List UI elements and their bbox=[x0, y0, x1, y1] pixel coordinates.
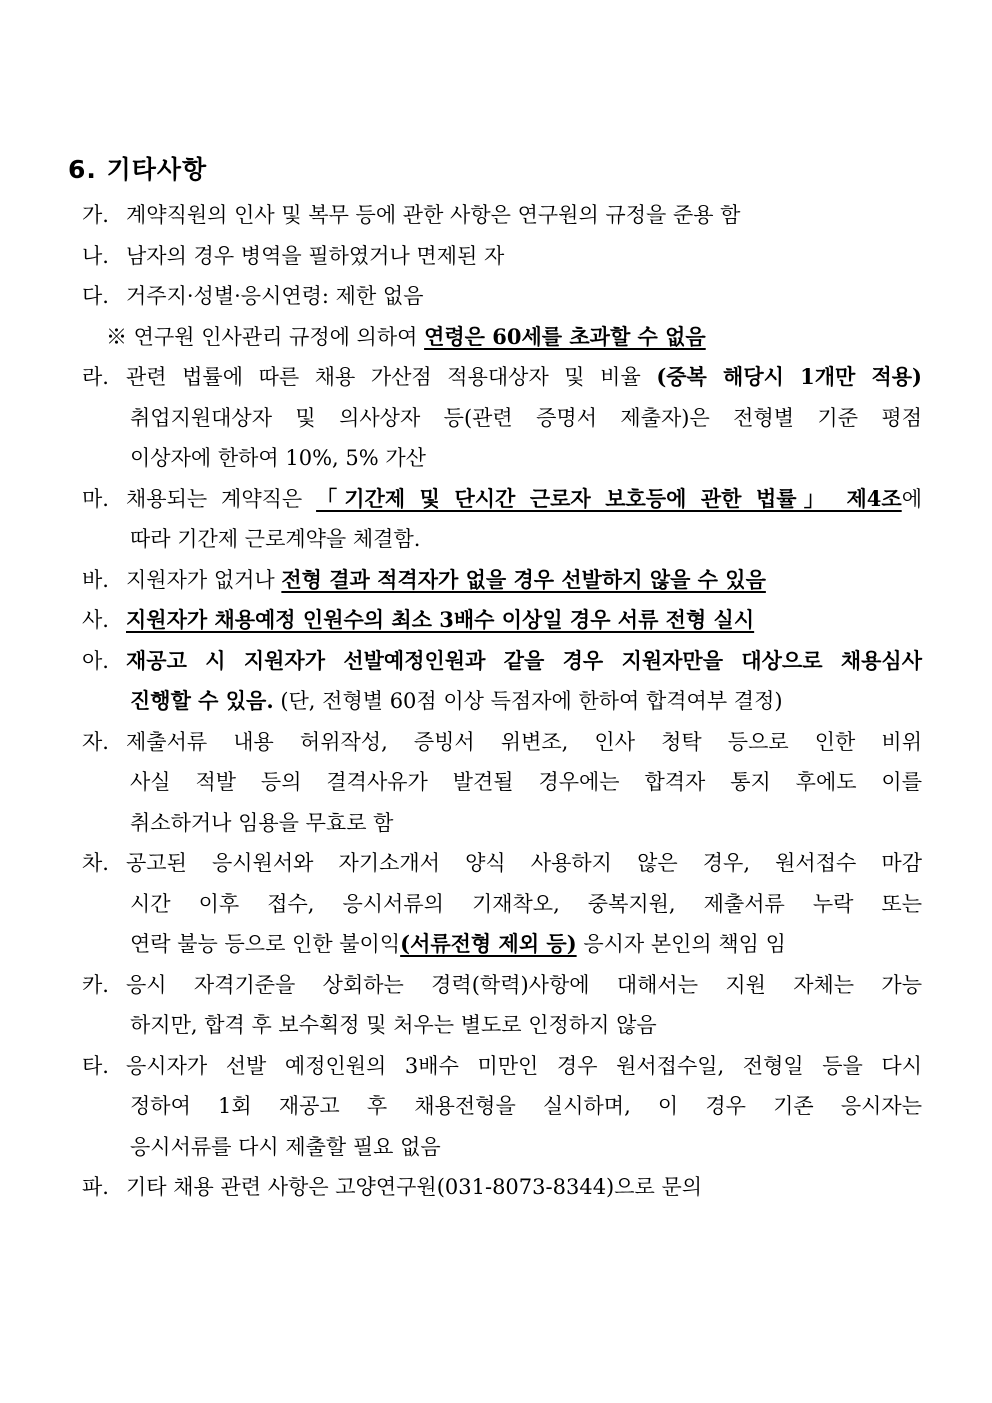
text-line bbox=[126, 519, 922, 560]
text-line bbox=[126, 762, 922, 803]
list-item-text bbox=[126, 1167, 922, 1208]
text-line bbox=[126, 722, 922, 763]
list-item bbox=[82, 965, 922, 1046]
emphasis-text: 재공고 시 지원자가 선발예정인원과 같을 경우 지원자만을 대상으로 채용심사 bbox=[126, 647, 922, 673]
body-text: 정하여 1회 재공고 후 채용전형을 실시하며, 이 경우 기존 응시자는 bbox=[130, 1094, 922, 1118]
text-line bbox=[126, 600, 922, 641]
list-item-text bbox=[126, 600, 922, 641]
list-item bbox=[82, 195, 922, 236]
list-item bbox=[82, 722, 922, 844]
text-line bbox=[126, 681, 922, 722]
body-text: 사실 적발 등의 결격사유가 발견될 경우에는 합격자 통지 후에도 이를 bbox=[130, 770, 922, 794]
text-line bbox=[126, 560, 922, 601]
list-item-marker: 다. bbox=[82, 284, 109, 308]
list-item bbox=[82, 843, 922, 965]
text-line bbox=[126, 641, 922, 682]
list-item-marker: 자. bbox=[82, 729, 109, 754]
text-line bbox=[126, 236, 922, 277]
list-item bbox=[82, 1046, 922, 1168]
list-item bbox=[82, 276, 922, 317]
text-line bbox=[126, 195, 922, 236]
note-item bbox=[82, 317, 922, 358]
body-text: 따라 기간제 근로계약을 체결함. bbox=[130, 527, 421, 551]
emphasis-text: 「기간제 및 단시간 근로자 보호등에 관한 법률」 제4조 bbox=[316, 485, 902, 511]
list-item-marker: 차. bbox=[82, 851, 109, 875]
list-item-text bbox=[126, 560, 922, 601]
text-line bbox=[126, 1167, 922, 1208]
list-item-text bbox=[126, 965, 922, 1046]
body-text: 취업지원대상자 및 의사상자 등(관련 증명서 제출자)은 전형별 기준 평점 bbox=[130, 405, 922, 430]
text-line bbox=[126, 1086, 922, 1127]
body-text: 기타 채용 관련 사항은 고양연구원(031-8073-8344)으로 문의 bbox=[126, 1175, 703, 1199]
body-text: 채용되는 계약직은 bbox=[126, 486, 317, 511]
text-line bbox=[126, 479, 922, 520]
list-item bbox=[82, 600, 922, 641]
list-item bbox=[82, 479, 922, 560]
body-text: 응시 자격기준을 상회하는 경력(학력)사항에 대해서는 지원 자체는 가능 bbox=[126, 972, 922, 997]
list-item-marker: 카. bbox=[82, 972, 109, 997]
body-text: 지원자가 없거나 bbox=[126, 567, 282, 592]
text-line bbox=[106, 317, 922, 358]
body-text: 시간 이후 접수, 응시서류의 기재착오, 중복지원, 제출서류 누락 또는 bbox=[130, 891, 922, 916]
section-heading: 6. 기타사항 bbox=[68, 155, 208, 184]
list-item-text bbox=[106, 317, 922, 358]
list-item-text bbox=[126, 195, 922, 236]
body-text: 응시자 본인의 책임 임 bbox=[576, 932, 786, 956]
body-text: 연락 불능 등으로 인한 불이익 bbox=[130, 932, 401, 956]
text-line bbox=[126, 965, 922, 1006]
list-item-marker: 가. bbox=[82, 203, 109, 227]
text-line bbox=[126, 357, 922, 398]
body-text: 응시자가 선발 예정인원의 3배수 미만인 경우 원서접수일, 전형일 등을 다시 bbox=[126, 1053, 922, 1078]
list-item-text bbox=[126, 641, 922, 722]
body-text: 거주지·성별·응시연령: 제한 없음 bbox=[126, 284, 424, 308]
body-text: 관련 법률에 따른 채용 가산점 적용대상자 및 비율 bbox=[126, 365, 657, 389]
list-item bbox=[82, 560, 922, 601]
text-line bbox=[126, 803, 922, 844]
text-line bbox=[126, 1127, 922, 1168]
list-item-marker: 바. bbox=[82, 567, 109, 592]
text-line bbox=[126, 438, 922, 479]
list-item bbox=[82, 236, 922, 277]
list-item bbox=[82, 641, 922, 722]
list-item-text bbox=[126, 479, 922, 560]
list-item-marker: 타. bbox=[82, 1053, 109, 1078]
list-item-text bbox=[126, 722, 922, 844]
list-item-marker: 사. bbox=[82, 608, 109, 632]
list-item-marker: 마. bbox=[82, 486, 109, 511]
body-text: 하지만, 합격 후 보수획정 및 처우는 별도로 인정하지 않음 bbox=[130, 1013, 657, 1037]
body-text: 남자의 경우 병역을 필하였거나 면제된 자 bbox=[126, 243, 505, 268]
emphasis-text: 전형 결과 적격자가 없을 경우 선발하지 않을 수 있음 bbox=[281, 566, 766, 592]
list-item-text bbox=[126, 1046, 922, 1168]
emphasis-text: 연령은 60세를 초과할 수 없음 bbox=[424, 323, 706, 349]
list-item-marker: 나. bbox=[82, 243, 109, 268]
text-line bbox=[126, 843, 922, 884]
body-text: 에 bbox=[901, 486, 922, 511]
body-text: 취소하거나 임용을 무효로 함 bbox=[130, 810, 394, 835]
body-text: 공고된 응시원서와 자기소개서 양식 사용하지 않은 경우, 원서접수 마감 bbox=[126, 851, 922, 875]
list-item-text bbox=[126, 843, 922, 965]
emphasis-text: 진행할 수 있음. bbox=[130, 688, 274, 713]
body-text: 이상자에 한하여 10%, 5% 가산 bbox=[130, 446, 426, 470]
list-item-text bbox=[126, 276, 922, 317]
text-line bbox=[126, 276, 922, 317]
body-text: (단, 전형별 60점 이상 득점자에 한하여 합격여부 결정) bbox=[273, 689, 783, 713]
list-item-text bbox=[126, 357, 922, 479]
list-item-marker: 파. bbox=[82, 1175, 109, 1199]
text-line bbox=[126, 1046, 922, 1087]
text-line bbox=[126, 924, 922, 965]
emphasis-text: 지원자가 채용예정 인원수의 최소 3배수 이상일 경우 서류 전형 실시 bbox=[126, 607, 755, 632]
text-line bbox=[126, 398, 922, 439]
list-item bbox=[82, 1167, 922, 1208]
list-item-text bbox=[126, 236, 922, 277]
list-item bbox=[82, 357, 922, 479]
body-text: 제출서류 내용 허위작성, 증빙서 위변조, 인사 청탁 등으로 인한 비위 bbox=[126, 729, 922, 754]
list-item-marker: 아. bbox=[82, 648, 109, 673]
body-text: 계약직원의 인사 및 복무 등에 관한 사항은 연구원의 규정을 준용 함 bbox=[126, 203, 741, 227]
list-item-marker: 라. bbox=[82, 365, 109, 389]
notice-list bbox=[82, 195, 922, 1208]
text-line bbox=[126, 1005, 922, 1046]
text-line bbox=[126, 884, 922, 925]
emphasis-text: (중복 해당시 1개만 적용) bbox=[656, 364, 922, 389]
emphasis-text: (서류전형 제외 등) bbox=[400, 931, 577, 956]
body-text: ※ 연구원 인사관리 규정에 의하여 bbox=[106, 324, 425, 349]
body-text: 응시서류를 다시 제출할 필요 없음 bbox=[130, 1134, 441, 1159]
